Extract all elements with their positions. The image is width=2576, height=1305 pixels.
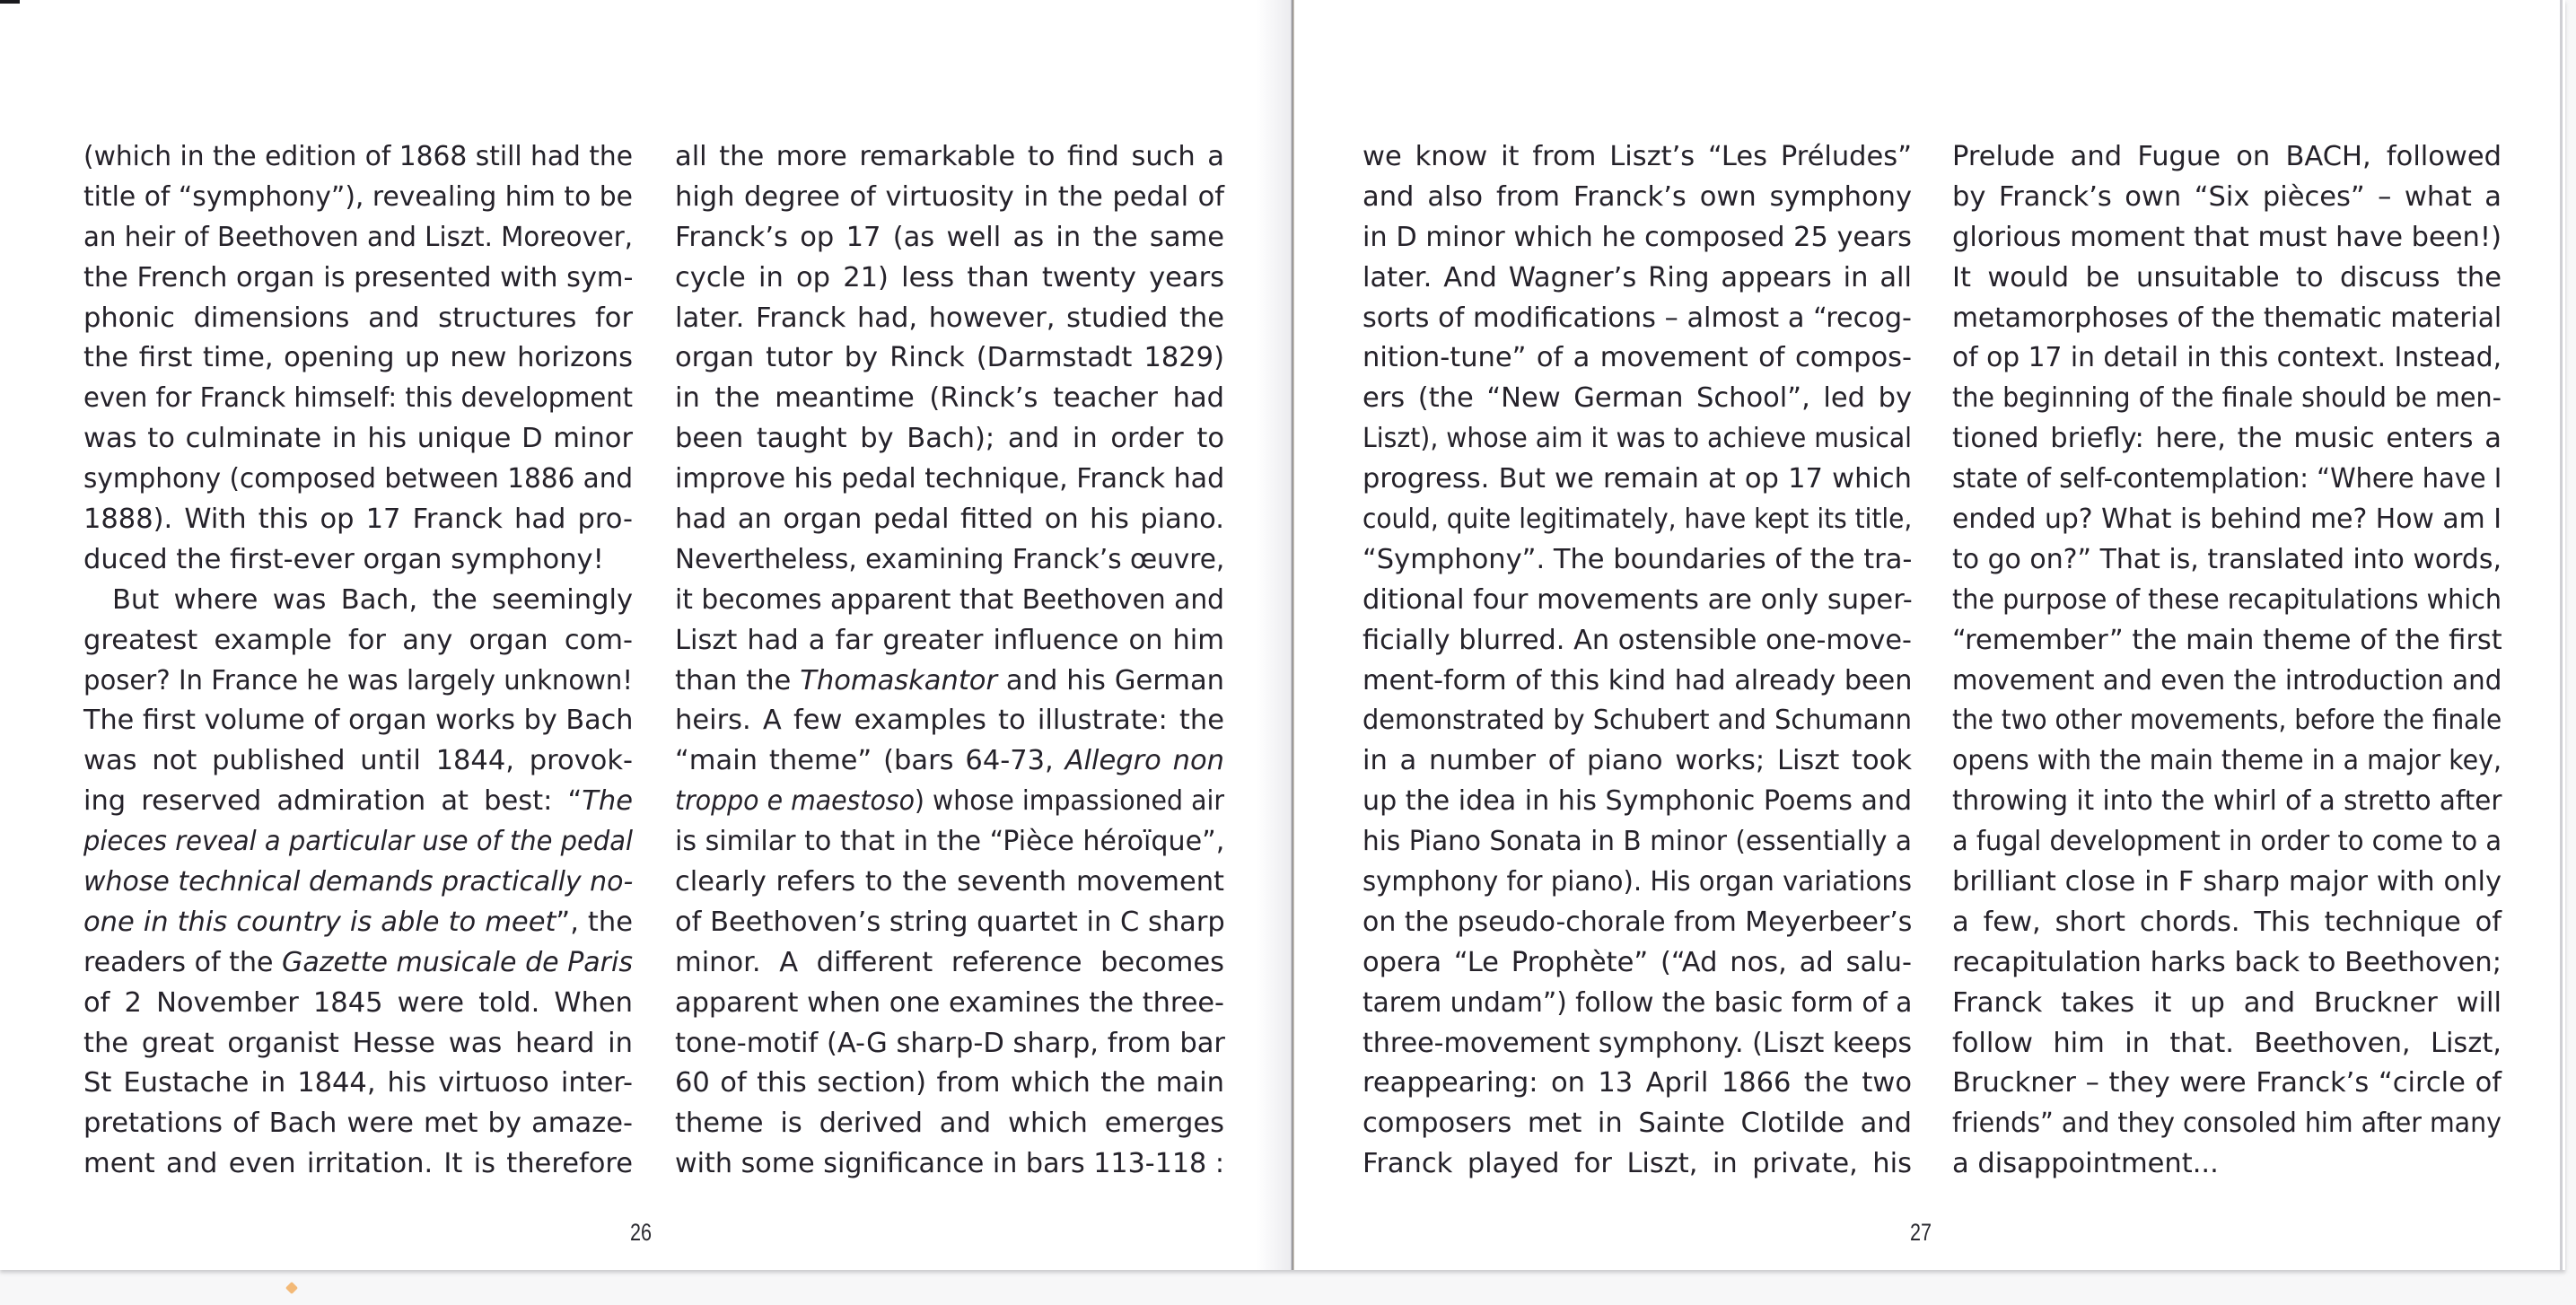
text-line bbox=[675, 661, 1224, 702]
tempo-run: troppo e maestoso bbox=[675, 785, 915, 818]
page-number: 27 bbox=[1910, 1219, 1932, 1246]
text-line: tarem undam”) follow the basic form of a bbox=[1362, 986, 1913, 1019]
text-line: opens with the main theme in a major key, bbox=[1952, 745, 2502, 777]
text-line: could, quite legitimately, have kept its title, bbox=[1362, 504, 1913, 536]
text-line: (which in the edition of 1868 still had the bbox=[83, 141, 633, 172]
text-line: in D minor which he composed 25 years bbox=[1362, 221, 1912, 253]
text-line bbox=[83, 903, 633, 943]
text-line bbox=[83, 782, 633, 822]
text-line: ficially blurred. An ostensible one-move- bbox=[1362, 624, 1912, 656]
text-line: theme is derived and which emerges bbox=[675, 1108, 1224, 1140]
text-run: and his German bbox=[997, 664, 1224, 696]
title-run: Gazette musicale de Paris bbox=[282, 946, 633, 978]
text-line: 60 of this section) from which the main bbox=[675, 1067, 1224, 1099]
text-line: been taught by Bach); and in order to bbox=[675, 423, 1224, 455]
text-line: movement and even the introduction and bbox=[1952, 664, 2502, 696]
text-line: title of “symphony”), revealing him to be bbox=[83, 180, 633, 213]
text-line: cycle in op 21) less than twenty years bbox=[675, 261, 1224, 293]
text-line: It would be unsuitable to discuss the bbox=[1952, 261, 2502, 293]
text-line: by Franck’s own “Six pièces” – what a bbox=[1952, 180, 2502, 213]
text-line bbox=[675, 741, 1224, 782]
page-edge bbox=[2560, 0, 2563, 1270]
text-line: an heir of Beethoven and Liszt. Moreover, bbox=[83, 221, 633, 253]
text-line: apparent when one examines the three- bbox=[675, 986, 1224, 1019]
text-line: symphony (composed between 1886 and bbox=[83, 463, 634, 495]
text-line: demonstrated by Schubert and Schumann bbox=[1362, 705, 1912, 737]
text-line: organ tutor by Rinck (Darmstadt 1829) bbox=[675, 342, 1224, 374]
text-line: the first time, opening up new horizons bbox=[83, 342, 633, 374]
text-line: greatest example for any organ com- bbox=[83, 624, 633, 656]
page-26-column-1 bbox=[83, 137, 633, 1185]
text-line: tone-motif (A-G sharp-D sharp, from bar bbox=[675, 1027, 1225, 1059]
text-line: metamorphoses of the thematic material bbox=[1952, 302, 2502, 334]
text-line: ditional four movements are only super- bbox=[1362, 583, 1913, 616]
text-line: friends” and they consoled him after many bbox=[1952, 1108, 2502, 1140]
quote-run: The bbox=[582, 785, 633, 818]
text-line: heirs. A few examples to illustrate: the bbox=[675, 705, 1224, 737]
text-line: sorts of modifications – almost a “recog- bbox=[1362, 302, 1912, 334]
text-line: his Piano Sonata in B minor (essentially a bbox=[1362, 826, 1912, 858]
quote-run: one in this country is able to meet bbox=[83, 906, 556, 938]
text-line: poser? In France he was largely unknown! bbox=[83, 664, 633, 696]
text-line: tioned briefly: here, the music enters a bbox=[1952, 423, 2502, 455]
text-line: the great organist Hesse was heard in bbox=[83, 1027, 633, 1059]
text-line: duced the first-ever organ symphony! bbox=[83, 543, 604, 575]
text-line: is similar to that in the “Pièce héroïque”, bbox=[675, 826, 1225, 858]
quote-line: pieces reveal a particular use of the pedal bbox=[83, 826, 633, 858]
text-line: we know it from Liszt’s “Les Préludes” bbox=[1362, 141, 1912, 172]
text-line: ended up? What is behind me? How am I bbox=[1952, 504, 2502, 536]
page-27-column-1 bbox=[1362, 137, 1912, 1185]
text-line: of op 17 in detail in this context. Instead, bbox=[1952, 342, 2502, 374]
text-line: ment and even irritation. It is therefore bbox=[83, 1148, 633, 1180]
text-line: Franck’s op 17 (as well as in the same bbox=[675, 221, 1224, 253]
text-line: Franck takes it up and Bruckner will bbox=[1952, 986, 2502, 1019]
text-line: in the meantime (Rinck’s teacher had bbox=[675, 382, 1224, 415]
text-line: reappearing: on 13 April 1866 the two bbox=[1362, 1067, 1912, 1099]
text-line: even for Franck himself: this development bbox=[83, 382, 634, 415]
text-line: was not published until 1844, provok- bbox=[83, 745, 633, 777]
text-line: three-movement symphony. (Liszt keeps bbox=[1362, 1027, 1913, 1059]
text-line: the French organ is presented with sym- bbox=[83, 261, 634, 293]
text-line: Franck played for Liszt, in private, his bbox=[1362, 1148, 1912, 1180]
text-line: Liszt had a far greater influence on him bbox=[675, 624, 1224, 656]
text-line: Liszt), whose aim it was to achieve musical bbox=[1362, 423, 1913, 455]
text-line: minor. A different reference becomes bbox=[675, 946, 1224, 978]
text-line: it becomes apparent that Beethoven and bbox=[675, 583, 1224, 616]
text-line: 1888). With this op 17 Franck had pro- bbox=[83, 504, 633, 536]
page-26-column-2 bbox=[675, 137, 1224, 1185]
text-line: improve his pedal technique, Franck had bbox=[675, 463, 1225, 495]
text-line: had an organ pedal fitted on his piano. bbox=[675, 504, 1224, 536]
tempo-run: Allegro non bbox=[1065, 745, 1224, 777]
text-line: symphony for piano). His organ variations bbox=[1362, 866, 1913, 898]
paper-speck bbox=[285, 1282, 298, 1294]
text-line: up the idea in his Symphonic Poems and bbox=[1362, 785, 1913, 818]
title-run: Thomaskantor bbox=[800, 664, 997, 696]
text-line: high degree of virtuosity in the pedal of bbox=[675, 180, 1224, 213]
text-line: to go on?” That is, translated into words, bbox=[1952, 543, 2502, 575]
text-line: in a number of piano works; Liszt took bbox=[1362, 745, 1912, 777]
page-gutter bbox=[1291, 0, 1294, 1270]
text-line: a few, short chords. This technique of bbox=[1952, 906, 2502, 938]
text-run: ing reserved admiration at best: “ bbox=[83, 785, 583, 818]
text-line: with some significance in bars 113-118 : bbox=[675, 1148, 1224, 1180]
text-line: a fugal development in order to come to a bbox=[1952, 826, 2502, 858]
text-line: on the pseudo-chorale from Meyerbeer’s bbox=[1362, 906, 1913, 938]
text-line: phonic dimensions and structures for bbox=[83, 302, 633, 334]
text-line: “remember” the main theme of the first bbox=[1952, 624, 2502, 656]
text-line: later. Franck had, however, studied the bbox=[675, 302, 1224, 334]
text-line: of Beethoven’s string quartet in C sharp bbox=[675, 906, 1225, 938]
page-27-column-2 bbox=[1952, 137, 2502, 1185]
text-line bbox=[83, 943, 633, 984]
text-line: follow him in that. Beethoven, Liszt, bbox=[1952, 1027, 2502, 1059]
text-line: the purpose of these recapitulations which bbox=[1952, 583, 2502, 616]
text-line: glorious moment that must have been!) bbox=[1952, 221, 2502, 253]
text-line: Prelude and Fugue on BACH, followed bbox=[1952, 141, 2502, 172]
text-line: throwing it into the whirl of a stretto after bbox=[1952, 785, 2502, 818]
text-line: recapitulation harks back to Beethoven; bbox=[1952, 946, 2502, 978]
text-line: But where was Bach, the seemingly bbox=[112, 583, 633, 616]
text-line: St Eustache in 1844, his virtuoso inter- bbox=[83, 1067, 633, 1099]
page-number: 26 bbox=[630, 1219, 653, 1246]
text-line: nition-tune” of a movement of compos- bbox=[1362, 342, 1912, 374]
text-run: ) whose impassioned air bbox=[914, 785, 1224, 818]
text-line: of 2 November 1845 were told. When bbox=[83, 986, 633, 1019]
quote-line: whose technical demands practically no- bbox=[83, 866, 634, 898]
text-run: readers of the bbox=[83, 946, 283, 978]
text-line bbox=[675, 782, 1224, 822]
text-line: “Symphony”. The boundaries of the tra- bbox=[1362, 543, 1913, 575]
text-line: Bruckner – they were Franck’s “circle of bbox=[1952, 1067, 2502, 1099]
text-line: a disappointment... bbox=[1952, 1148, 2219, 1180]
text-line: the two other movements, before the finale bbox=[1952, 705, 2502, 737]
gutter-shadow bbox=[1257, 0, 1291, 1270]
text-line: composers met in Sainte Clotilde and bbox=[1362, 1108, 1912, 1140]
text-line: brilliant close in F sharp major with only bbox=[1952, 866, 2502, 898]
text-run: ”, the bbox=[556, 906, 633, 938]
text-line: pretations of Bach were met by amaze- bbox=[83, 1108, 633, 1140]
corner-mark bbox=[0, 0, 20, 4]
text-run: “main theme” (bars 64-73, bbox=[675, 745, 1065, 777]
text-line: clearly refers to the seventh movement bbox=[675, 866, 1224, 898]
text-line: all the more remarkable to find such a bbox=[675, 141, 1224, 172]
text-line: and also from Franck’s own symphony bbox=[1362, 180, 1912, 213]
text-line: the beginning of the finale should be men- bbox=[1952, 382, 2502, 415]
text-line: opera “Le Prophète” (“Ad nos, ad salu- bbox=[1362, 946, 1912, 978]
text-line: state of self-contemplation: “Where have I bbox=[1952, 463, 2502, 495]
text-line: later. And Wagner’s Ring appears in all bbox=[1362, 261, 1912, 293]
text-line: ers (the “New German School”, led by bbox=[1362, 382, 1912, 415]
text-line: Nevertheless, examining Franck’s œuvre, bbox=[675, 543, 1225, 575]
text-run: than the bbox=[675, 664, 801, 696]
text-line: progress. But we remain at op 17 which bbox=[1362, 463, 1912, 495]
text-line: The first volume of organ works by Bach bbox=[83, 705, 634, 737]
text-line: ment-form of this kind had already been bbox=[1362, 664, 1913, 696]
text-line: was to culminate in his unique D minor bbox=[83, 423, 633, 455]
